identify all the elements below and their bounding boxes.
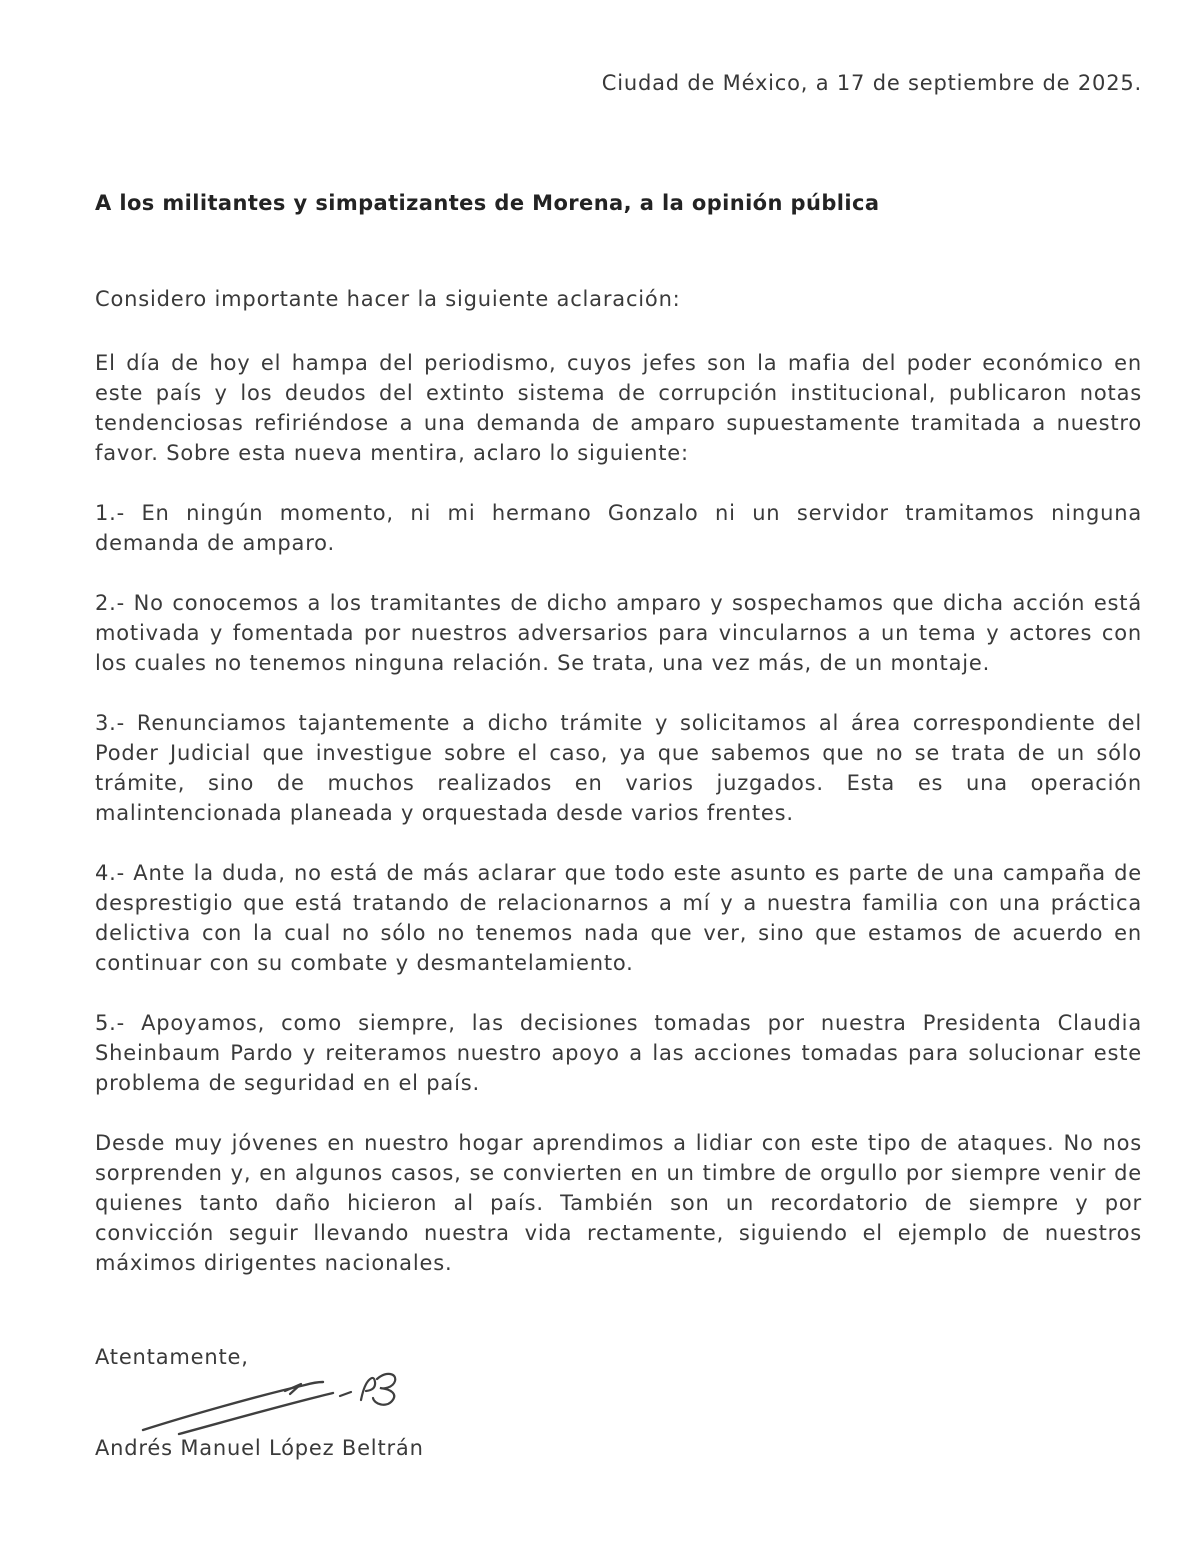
handwritten-signature-icon [137,1366,417,1438]
intro-line: Considero importante hacer la siguiente aclaración: [95,287,681,311]
date-line: Ciudad de México, a 17 de septiembre de 2025. [601,71,1142,95]
letter-paragraph-closing-remarks: Desde muy jóvenes en nuestro hogar aprendimos a lidiar con este tipo de ataques. No nos sorprenden y, en algunos casos, se convierten en un timbre de orgullo por siempre venir de quienes tanto daño hicieron al país. También son un recordatorio de siempre y por convicción seguir llevando nuestra vida rectamente, siguiendo el ejemplo de nuestros máximos dirigentes nacionales. [95,1131,1142,1275]
closing-salutation: Atentamente, [95,1345,249,1369]
letter-paragraph-point-4: 4.- Ante la duda, no está de más aclarar que todo este asunto es parte de una campaña de desprestigio que está tratando de relacionarnos a mí y a nuestra familia con una práctica delictiva con la cual no sólo no tenemos nada que ver, sino que estamos de acuerdo en continuar con su combate y desmantelamiento. [95,861,1142,975]
letter-paragraph: El día de hoy el hampa del periodismo, cuyos jefes son la mafia del poder económico en este país y los deudos del extinto sistema de corrupción institucional, publicaron notas tendenciosas refiriéndose a una demanda de amparo supuestamente tramitada a nuestro favor. Sobre esta nueva mentira, aclaro lo siguiente: [95,351,1142,465]
letter-paragraph-point-5: 5.- Apoyamos, como siempre, las decisiones tomadas por nuestra Presidenta Claudia Sheinbaum Pardo y reiteramos nuestro apoyo a las acciones tomadas para solucionar este problema de seguridad en el país. [95,1011,1142,1095]
letter-paragraph-point-3: 3.- Renunciamos tajantemente a dicho trámite y solicitamos al área correspondiente del Poder Judicial que investigue sobre el caso, ya que sabemos que no se trata de un sólo trámite, sino de muchos realizados en varios juzgados. Esta es una operación malintencionada planeada y orquestada desde varios frentes. [95,711,1142,825]
salutation-heading: A los militantes y simpatizantes de Morena, a la opinión pública [95,191,880,215]
letter-paragraph-point-2: 2.- No conocemos a los tramitantes de dicho amparo y sospechamos que dicha acción está motivada y fomentada por nuestros adversarios para vincularnos a un tema y actores con los cuales no tenemos ninguna relación. Se trata, una vez más, de un montaje. [95,591,1142,675]
letter-paragraph-point-1: 1.- En ningún momento, ni mi hermano Gonzalo ni un servidor tramitamos ninguna demanda de amparo. [95,501,1142,555]
signature-block [95,1372,1142,1467]
signature-name: Andrés Manuel López Beltrán [95,1436,424,1460]
